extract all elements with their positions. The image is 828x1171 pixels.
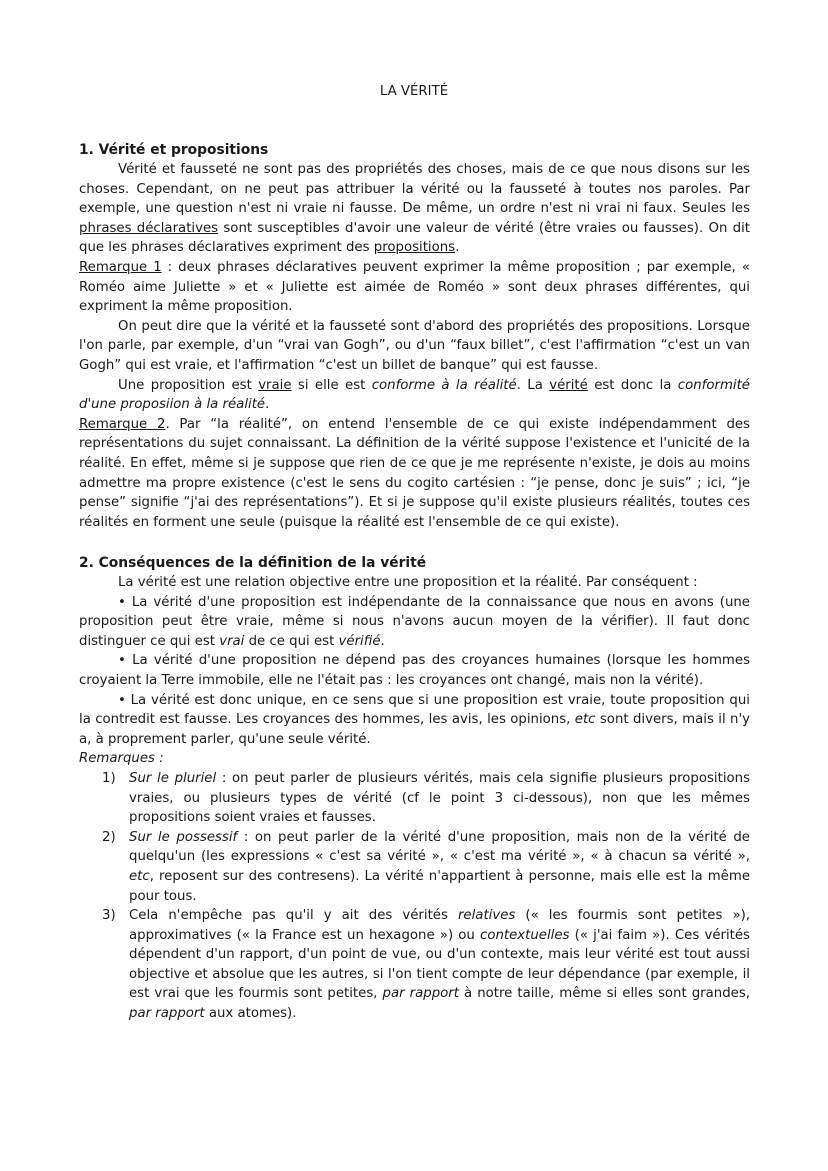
list-item: 1) Sur le pluriel : on peut parler de plusieurs vérités, mais cela signifie plusieurs propositions vraies, ou plusieurs types de vérité (cf le point 3 ci-dessous), non que les mêmes propositions soient vraies et fausses.: [102, 770, 750, 826]
list-item: 3) Cela n'empêche pas qu'il y ait des vérités relatives (« les fourmis sont petites »), approximatives (« la France est un hexagone ») ou contextuelles (« j'ai faim »). Ces vérités dépendent d'un rapport, d'un point de vue, ou d'un contexte, mais leur vérité est tout aussi objective et absolue que les autres, si l'on tient compte de leur dépendance (par exemple, il est vrai que les fourmis sont petites, par rapport à notre taille, même si elles sont grandes, par rapport aux atomes).: [102, 908, 750, 1022]
section-2-intro: La vérité est une relation objective entre une proposition et la réalité. Par conséquent :: [118, 575, 698, 590]
remarks-list: [79, 769, 750, 1024]
paragraph-2: On peut dire que la vérité et la fausseté sont d'abord des propriétés des propositions. Lorsque l'on parle, par exemple, d'un “vrai van Gogh”, ou d'un “faux billet”, c'est l'affirmation “c'est un van Gogh” qui est vraie, et l'affirmation “c'est un billet de banque” qui est fausse.: [79, 318, 750, 373]
term-phrases-declaratives: phrases déclaratives: [79, 220, 219, 236]
list-item: 2) Sur le possessif : on peut parler de la vérité d'une proposition, mais non de la vérité de quelqu'un (les expressions « c'est sa vérité », « c'est ma vérité », « à chacun sa vérité », etc, reposent sur des contresens). La vérité n'appartient à personne, mais elle est la même pour tous.: [102, 829, 750, 904]
section-1: [79, 140, 750, 532]
bullet-3: • La vérité est donc unique, en ce sens que si une proposition est vraie, toute proposition qui la contredit est fausse. Les croyances des hommes, les avis, les opinions, etc sont divers, mais il n'y a, à proprement parler, qu'une seule vérité.: [79, 692, 750, 747]
remark-2: Remarque 2. Par “la réalité”, on entend l'ensemble de ce qui existe indépendamment des représentations du sujet connaissant. La définition de la vérité suppose l'existence et l'unicité de la réalité. En effet, même si je suppose que rien de ce que je me représente n'existe, je dois au moins admettre ma propre existence (c'est le sens du cogito cartésien : “je pense, donc je suis” ; ici, “je pense” signifie “j'ai des représentations”). Et si je suppose qu'il existe plusieurs réalités, toutes ces réalités en forment une seule (puisque la réalité est l'ensemble de ce qui existe).: [79, 416, 750, 530]
paragraph-1: Vérité et fausseté ne sont pas des propriétés des choses, mais de ce que nous disons sur les choses. Cependant, on ne peut pas attribuer la vérité ou la fausseté à toutes nos paroles. Par exemple, une question n'est ni vraie ni fausse. De même, un ordre n'est ni vrai ni faux. Seules les phrases déclaratives sont susceptibles d'avoir une valeur de vérité (être vraies ou fausses). On dit que les phrases déclaratives expriment des propositions.: [79, 162, 750, 256]
page-title: LA VÉRITÉ: [379, 84, 449, 99]
paragraph-3: Une proposition est vraie si elle est conforme à la réalité. La vérité est donc la conformité d'une proposiion à la réalité.: [79, 377, 750, 413]
remark-1: Remarque 1 : deux phrases déclaratives peuvent exprimer la même proposition ; par exemple, « Roméo aime Juliette » et « Juliette est aimée de Roméo » sont deux phrases différentes, qui expriment la même proposition.: [79, 259, 750, 315]
section-1-heading: 1. Vérité et propositions: [79, 142, 269, 158]
remarks-label: Remarques :: [79, 751, 164, 767]
section-2: [79, 553, 750, 1024]
bullet-2: • La vérité d'une proposition ne dépend pas des croyances humaines (lorsque les hommes croyaient la Terre immobile, elle ne l'était pas : les croyances ont changé, mais non la vérité).: [79, 653, 750, 688]
term-propositions: propositions: [373, 240, 456, 256]
remark-2-label: Remarque 2: [79, 416, 166, 432]
remark-1-label: Remarque 1: [79, 259, 162, 275]
section-2-heading: 2. Conséquences de la définition de la vérité: [79, 555, 427, 571]
bullet-1: • La vérité d'une proposition est indépendante de la connaissance que nous en avons (une proposition peut être vraie, même si nous n'avons aucun moyen de la vérifier). Il faut donc distinguer ce qui est vrai de ce qui est vérifié.: [79, 594, 750, 649]
